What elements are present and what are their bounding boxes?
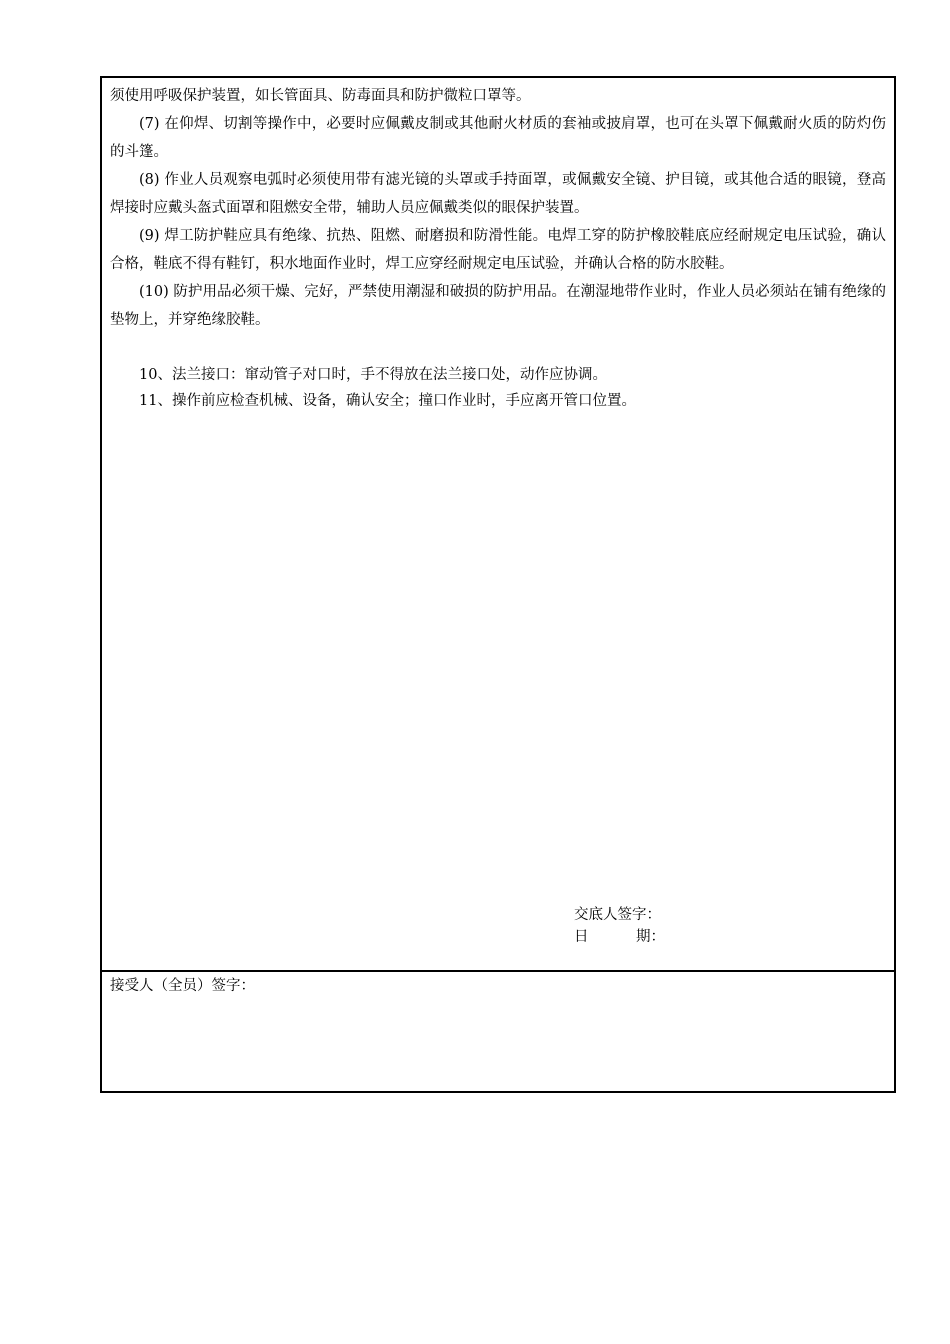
content-cell [102, 78, 894, 972]
date-label-part2: 期： [636, 929, 665, 945]
briefing-content [110, 82, 886, 414]
briefing-table [100, 76, 896, 1093]
date-label-part1: 日 [574, 929, 589, 945]
discloser-signature-label: 交底人签字： [574, 907, 661, 923]
spacer [110, 334, 886, 362]
paragraph-8: (8) 作业人员观察电弧时必须使用带有滤光镜的头罩或手持面罩，或佩戴安全镜、护目镜，或其他合适的眼镜，登高焊接时应戴头盔式面罩和阻燃安全带，辅助人员应佩戴类似的眼保护装置。 [110, 172, 886, 216]
paragraph-9: (9) 焊工防护鞋应具有绝缘、抗热、阻燃、耐磨损和防滑性能。电焊工穿的防护橡胶鞋底应经耐规定电压试验，确认合格，鞋底不得有鞋钉，积水地面作业时，焊工应穿经耐规定电压试验，并确认合格的防水胶鞋。 [110, 228, 886, 272]
receiver-cell [102, 972, 894, 1091]
paragraph-10: (10) 防护用品必须干燥、完好，严禁使用潮湿和破损的防护用品。在潮湿地带作业时，作业人员必须站在铺有绝缘的垫物上，并穿绝缘胶鞋。 [110, 284, 886, 328]
receiver-signature-label: 接受人（全员）签字： [110, 978, 255, 994]
discloser-signature-row [574, 904, 665, 926]
signature-block [574, 904, 665, 948]
paragraph-continuation: 须使用呼吸保护装置，如长管面具、防毒面具和防护微粒口罩等。 [110, 88, 531, 104]
paragraph-7: (7) 在仰焊、切割等操作中，必要时应佩戴皮制或其他耐火材质的套袖或披肩罩，也可在头罩下佩戴耐火质的防灼伤的斗篷。 [110, 116, 886, 160]
item-11: 11、操作前应检查机械、设备，确认安全；撞口作业时，手应离开管口位置。 [139, 393, 636, 409]
item-10: 10、法兰接口：窜动管子对口时，手不得放在法兰接口处，动作应协调。 [139, 367, 607, 383]
date-row [574, 926, 665, 948]
